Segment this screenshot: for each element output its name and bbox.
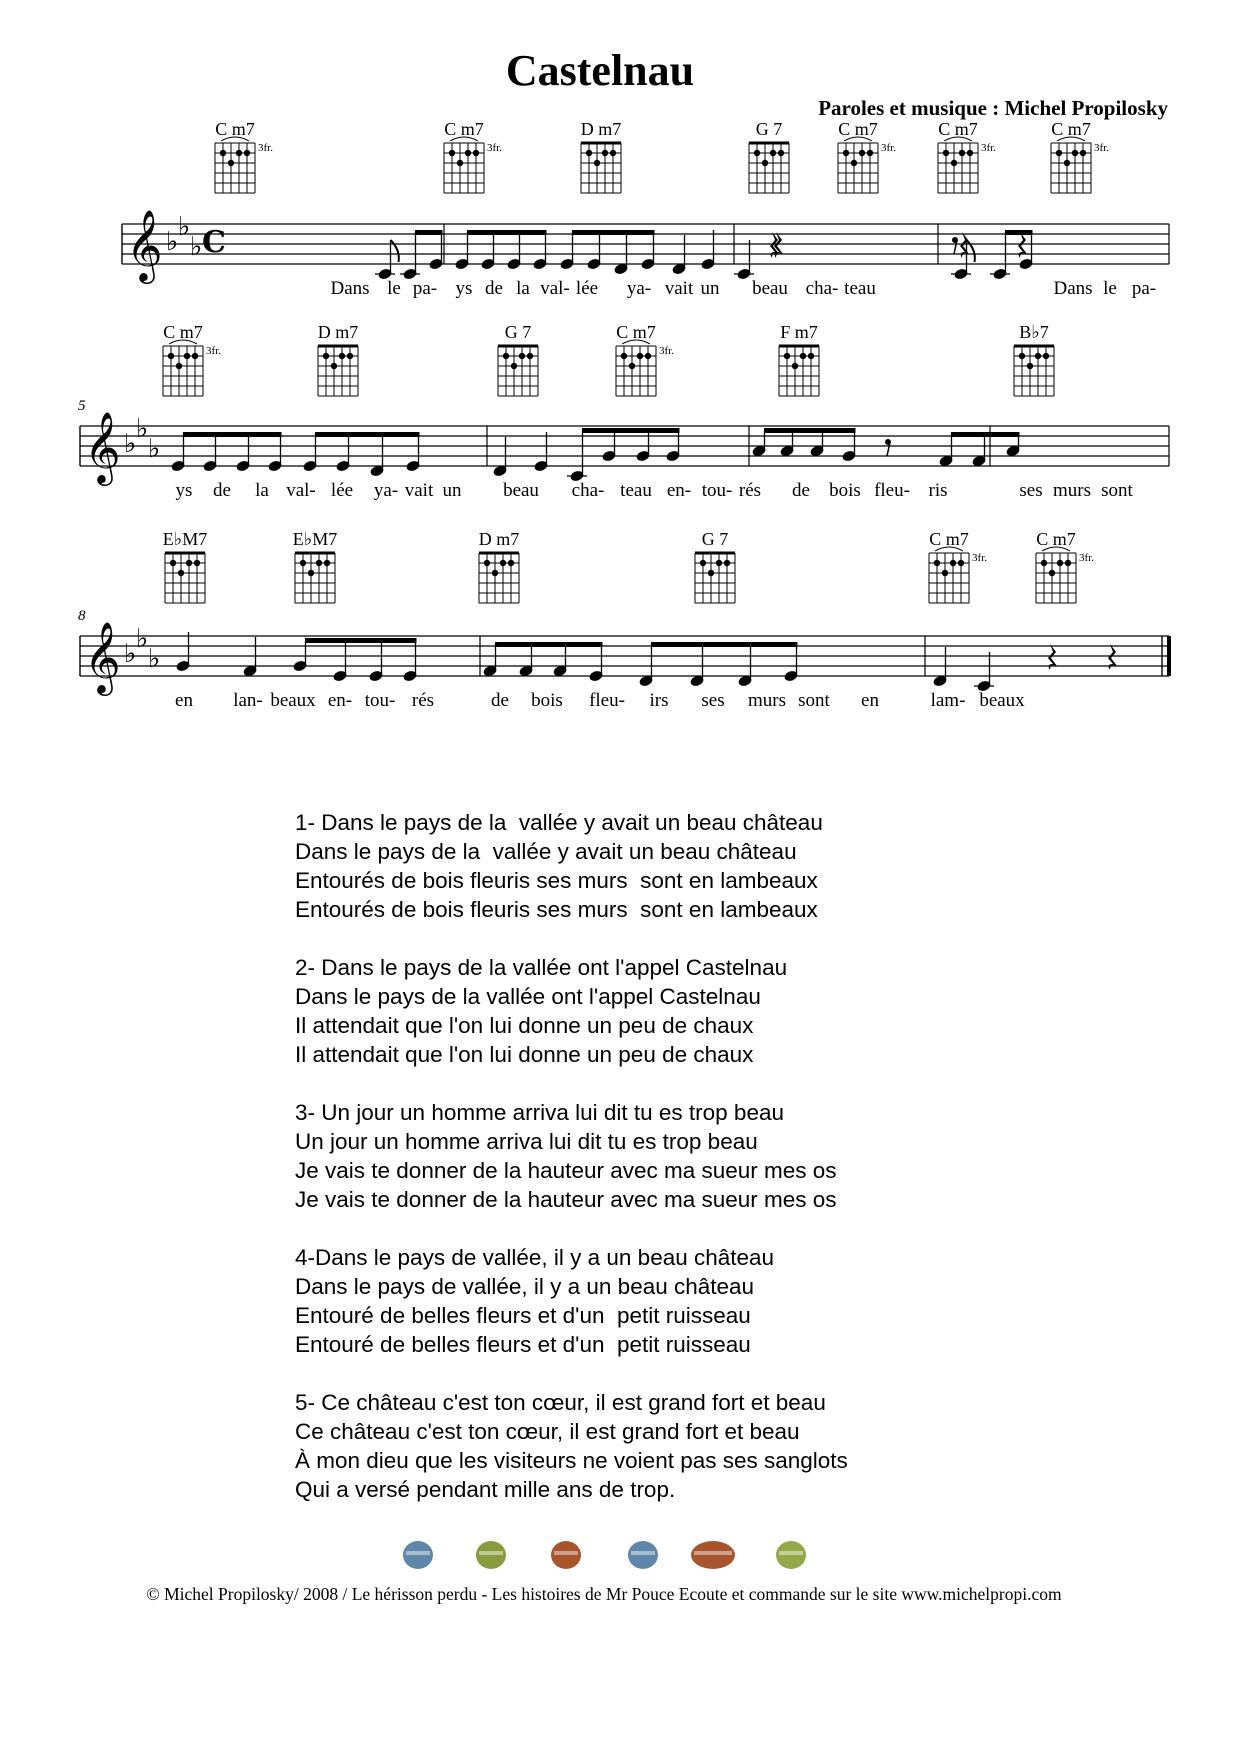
chord-dot <box>324 560 330 566</box>
flat-sign: ♭ <box>136 624 149 654</box>
chord-diagram <box>215 137 273 193</box>
chord-label: C m7 <box>838 119 878 139</box>
chord-dot <box>950 560 956 566</box>
chord-dot <box>792 363 798 369</box>
chord-dot <box>308 570 314 576</box>
verse-line: 4-Dans le pays de vallée, il y a un beau château <box>295 1245 775 1270</box>
measure-number: 5 <box>78 398 86 414</box>
flat-sign: ♭ <box>124 639 137 669</box>
lyrics-verses <box>295 808 848 1533</box>
chord-dot <box>708 570 714 576</box>
flat-sign: ♭ <box>148 644 161 674</box>
note-beam <box>315 432 420 437</box>
chord-diagram <box>779 346 819 396</box>
note-beam <box>495 642 603 647</box>
note-beam <box>305 638 417 643</box>
fret-label: 3fr. <box>881 142 896 154</box>
chord-dot <box>934 560 940 566</box>
score-lyric-syllable: la <box>255 480 269 501</box>
decorative-dots <box>395 1530 815 1580</box>
score-lyric-syllable: de <box>792 480 810 501</box>
score-lyric-syllable: lan- <box>233 690 263 711</box>
chord-dot <box>194 560 200 566</box>
chord-dot <box>184 353 190 359</box>
fret-label: 3fr. <box>981 142 996 154</box>
chord-label: D m7 <box>317 322 359 342</box>
chord-dot <box>170 560 176 566</box>
score-lyric-syllable: un <box>442 480 462 501</box>
verse-5 <box>295 1388 848 1504</box>
chord-diagram <box>929 547 987 603</box>
chord-dot <box>958 560 964 566</box>
chord-diagram <box>295 553 335 603</box>
verse-line: 2- Dans le pays de la vallée ont l'appel Castelnau <box>295 955 788 980</box>
decor-dot <box>403 1541 433 1569</box>
chord-dot <box>457 160 463 166</box>
chord-label: C m7 <box>444 119 484 139</box>
chord-diagram <box>165 553 205 603</box>
score-lyric-syllable: en- <box>327 690 353 711</box>
score-lyric-syllable: val- <box>540 278 570 299</box>
score-lyric-syllable: rés <box>738 480 762 501</box>
staff-system-3 <box>78 529 1169 711</box>
score-lyric-syllable: pa- <box>412 278 438 299</box>
chord-dot <box>1057 560 1063 566</box>
score-lyric-syllable: de <box>485 278 503 299</box>
chord-diagram <box>1036 547 1094 603</box>
score-lyric-syllable: cha- <box>571 480 605 501</box>
chord-dot <box>1035 353 1041 359</box>
score-lyric-syllable: fleu- <box>589 690 625 711</box>
chord-dot <box>800 353 806 359</box>
chord-label: C m7 <box>1051 119 1091 139</box>
chord-label: C m7 <box>215 119 255 139</box>
chord-dot <box>621 353 627 359</box>
score-lyric-syllable: vait <box>664 278 694 299</box>
chord-label: B♭7 <box>1019 322 1049 342</box>
note-beam <box>1005 230 1033 235</box>
chord-dot <box>508 560 514 566</box>
chord-label: E♭M7 <box>162 529 208 549</box>
verse-2 <box>295 953 848 1069</box>
verse-line: 5- Ce château c'est ton cœur, il est grand fort et beau <box>295 1390 826 1415</box>
score-lyric-syllable: cha- <box>805 278 839 299</box>
decor-dot <box>551 1541 581 1569</box>
chord-dot <box>610 150 616 156</box>
score-lyric-syllable: de <box>213 480 231 501</box>
chord-label: F m7 <box>780 322 818 342</box>
score-lyric-syllable: la <box>516 278 530 299</box>
chord-dot <box>724 560 730 566</box>
chord-dot <box>778 150 784 156</box>
treble-clef-icon: 𝄞 <box>126 208 163 281</box>
score-lyric-syllable: sont <box>1101 480 1133 501</box>
score-lyric-syllable: teau <box>844 278 876 299</box>
chord-dot <box>503 353 509 359</box>
chord-dot <box>492 570 498 576</box>
chord-dot <box>178 570 184 576</box>
chord-dot <box>236 150 242 156</box>
treble-clef-icon: 𝄞 <box>84 410 121 483</box>
score-lyric-syllable: en <box>175 690 193 711</box>
chord-dot <box>1041 560 1047 566</box>
treble-clef-icon: 𝄞 <box>84 620 121 693</box>
staff-system-1 <box>122 119 1169 299</box>
verse-line: 1- Dans le pays de la vallée y avait un beau château <box>295 810 823 835</box>
chord-dot <box>754 150 760 156</box>
note-flag <box>391 240 399 262</box>
score-lyric-syllable: tou- <box>701 480 733 501</box>
chord-diagram <box>616 340 674 396</box>
score-lyric-syllable: rés <box>411 690 435 711</box>
score-lyric-syllable: beau <box>503 480 539 501</box>
chord-label: G 7 <box>701 529 729 549</box>
verse-line: Entouré de belles fleurs et d'un petit ruisseau <box>295 1303 751 1328</box>
verse-line: Entourés de bois fleuris ses murs sont en lambeaux <box>295 897 818 922</box>
chord-dot <box>645 353 651 359</box>
verse-line: Dans le pays de la vallée ont l'appel Castelnau <box>295 984 761 1009</box>
chord-diagram <box>479 553 519 603</box>
verse-line: Dans le pays de vallée, il y a un beau château <box>295 1274 755 1299</box>
chord-dot <box>859 150 865 156</box>
verse-line: Je vais te donner de la hauteur avec ma sueur mes os <box>295 1187 837 1212</box>
chord-dot <box>168 353 174 359</box>
verse-1 <box>295 808 848 924</box>
chord-dot <box>1049 570 1055 576</box>
score-lyric-syllable: Dans <box>1053 278 1093 299</box>
chord-dot <box>465 150 471 156</box>
chord-dot <box>228 160 234 166</box>
score-lyric-syllable: de <box>491 690 509 711</box>
chord-dot <box>1065 560 1071 566</box>
verse-line: À mon dieu que les visiteurs ne voient pas ses sanglots <box>295 1448 848 1473</box>
chord-dot <box>484 560 490 566</box>
fret-label: 3fr. <box>972 552 987 564</box>
chord-label: D m7 <box>580 119 622 139</box>
chord-dot <box>1043 353 1049 359</box>
score-lyric-syllable: le <box>387 278 401 299</box>
flat-sign: ♭ <box>148 434 161 464</box>
chord-dot <box>519 353 525 359</box>
score-lyric-syllable: ris <box>928 480 948 501</box>
verse-line: Un jour un homme arriva lui dit tu es trop beau <box>295 1129 758 1154</box>
chord-dot <box>1019 353 1025 359</box>
chord-dot <box>943 150 949 156</box>
note-beam <box>651 642 798 647</box>
chord-dot <box>851 160 857 166</box>
score-lyric-syllable: le <box>1103 278 1117 299</box>
flat-sign: ♭ <box>136 414 149 444</box>
chord-dot <box>220 150 226 156</box>
score-lyric-syllable: tou- <box>364 690 396 711</box>
verse-line: Il attendait que l'on lui donne un peu de chaux <box>295 1013 754 1038</box>
chord-dot <box>951 160 957 166</box>
chord-label: G 7 <box>755 119 783 139</box>
common-time-signature: C <box>202 225 226 260</box>
fret-label: 3fr. <box>659 345 674 357</box>
chord-dot <box>594 160 600 166</box>
chord-label: C m7 <box>1036 529 1076 549</box>
score-lyric-syllable: murs <box>1053 480 1091 501</box>
chord-label: G 7 <box>504 322 532 342</box>
chord-dot <box>716 560 722 566</box>
score-lyric-syllable: sont <box>798 690 830 711</box>
decor-dot <box>628 1541 658 1569</box>
chord-dot <box>629 363 635 369</box>
fret-label: 3fr. <box>206 345 221 357</box>
note-beam <box>582 428 680 433</box>
chord-dot <box>1080 150 1086 156</box>
score-lyric-syllable: en- <box>666 480 692 501</box>
chord-dot <box>192 353 198 359</box>
chord-diagram <box>163 340 221 396</box>
composer-credit: Paroles et musique : Michel Propilosky <box>818 96 1168 120</box>
chord-dot <box>967 150 973 156</box>
chord-label: E♭M7 <box>292 529 338 549</box>
score-lyric-syllable: vait <box>404 480 434 501</box>
decor-dot <box>776 1541 806 1569</box>
verse-3 <box>295 1098 848 1214</box>
verse-line: Qui a versé pendant mille ans de trop. <box>295 1477 676 1502</box>
chord-dot <box>602 150 608 156</box>
chord-dot <box>784 353 790 359</box>
score-lyric-syllable: ya- <box>626 278 652 299</box>
chord-diagram <box>318 346 358 396</box>
score-lyric-syllable: bois <box>829 480 861 501</box>
chord-dot <box>700 560 706 566</box>
chord-diagram <box>581 143 621 193</box>
score-lyric-syllable: murs <box>748 690 786 711</box>
score-lyric-syllable: fleu- <box>874 480 910 501</box>
chord-diagram <box>749 143 789 193</box>
note-beam <box>183 432 282 437</box>
score-lyric-syllable: lam- <box>930 690 966 711</box>
chord-diagram <box>498 346 538 396</box>
flat-sign: ♭ <box>166 227 179 257</box>
score-lyric-syllable: ys <box>175 480 193 501</box>
chord-dot <box>323 353 329 359</box>
chord-label: C m7 <box>938 119 978 139</box>
chord-dot <box>942 570 948 576</box>
chord-dot <box>244 150 250 156</box>
chord-dot <box>500 560 506 566</box>
score-lyric-syllable: bois <box>531 690 563 711</box>
decor-dot <box>691 1541 735 1569</box>
chord-diagram <box>444 137 502 193</box>
chord-dot <box>1056 150 1062 156</box>
note-beam <box>764 428 856 433</box>
score-lyric-syllable: val- <box>286 480 316 501</box>
chord-dot <box>1072 150 1078 156</box>
chord-diagram <box>938 137 996 193</box>
score-lyric-syllable: lée <box>330 480 354 501</box>
score-lyric-syllable: en <box>861 690 879 711</box>
chord-dot <box>843 150 849 156</box>
fret-label: 3fr. <box>258 142 273 154</box>
chord-label: C m7 <box>929 529 969 549</box>
score-lyric-syllable: un <box>700 278 720 299</box>
chord-dot <box>186 560 192 566</box>
measure-number: 8 <box>78 608 86 624</box>
chord-dot <box>959 150 965 156</box>
verse-line: Ce château c'est ton cœur, il est grand fort et beau <box>295 1419 800 1444</box>
chord-dot <box>449 150 455 156</box>
chord-diagram <box>1051 137 1109 193</box>
chord-dot <box>1027 363 1033 369</box>
chord-dot <box>339 353 345 359</box>
score-lyric-syllable: Dans <box>330 278 370 299</box>
score-lyric-syllable: ses <box>701 690 725 711</box>
chord-dot <box>1064 160 1070 166</box>
chord-dot <box>300 560 306 566</box>
chord-dot <box>347 353 353 359</box>
verse-line: Entouré de belles fleurs et d'un petit ruisseau <box>295 1332 751 1357</box>
fret-label: 3fr. <box>487 142 502 154</box>
chord-dot <box>867 150 873 156</box>
chord-dot <box>586 150 592 156</box>
score-lyric-syllable: lée <box>575 278 599 299</box>
chord-dot <box>176 363 182 369</box>
score-lyric-syllable: ya- <box>373 480 399 501</box>
verse-line: Dans le pays de la vallée y avait un beau château <box>295 839 797 864</box>
verse-4 <box>295 1243 848 1359</box>
fret-label: 3fr. <box>1079 552 1094 564</box>
fret-label: 3fr. <box>1094 142 1109 154</box>
flat-sign: ♭ <box>190 232 203 262</box>
staff-system-2 <box>78 322 1169 501</box>
verse-line: Je vais te donner de la hauteur avec ma sueur mes os <box>295 1158 837 1183</box>
copyright-footer: © Michel Propilosky/ 2008 / Le hérisson perdu - Les histoires de Mr Pouce Ecoute et commande sur le site www.michelpropi.com <box>146 1584 1062 1604</box>
chord-label: C m7 <box>616 322 656 342</box>
flat-sign: ♭ <box>178 212 191 242</box>
chord-diagram <box>695 553 735 603</box>
score-lyric-syllable: ys <box>455 278 473 299</box>
decor-dot <box>476 1541 506 1569</box>
chord-diagram <box>1014 346 1054 396</box>
note-beam <box>572 230 655 235</box>
chord-dot <box>473 150 479 156</box>
verse-line: 3- Un jour un homme arriva lui dit tu es trop beau <box>295 1100 784 1125</box>
score-lyric-syllable: pa- <box>1131 278 1157 299</box>
chord-label: D m7 <box>478 529 520 549</box>
note-beam <box>467 230 547 235</box>
verse-line: Il attendait que l'on lui donne un peu de chaux <box>295 1042 754 1067</box>
chord-dot <box>808 353 814 359</box>
flat-sign: ♭ <box>124 429 137 459</box>
chord-dot <box>316 560 322 566</box>
chord-dot <box>762 160 768 166</box>
chord-dot <box>637 353 643 359</box>
score-lyric-syllable: beaux <box>270 690 316 711</box>
chord-dot <box>511 363 517 369</box>
chord-label: C m7 <box>163 322 203 342</box>
chord-dot <box>331 363 337 369</box>
score-lyric-syllable: teau <box>620 480 652 501</box>
score-lyric-syllable: irs <box>649 690 669 711</box>
note-beam <box>951 432 1020 437</box>
score-lyric-syllable: beaux <box>979 690 1025 711</box>
verse-line: Entourés de bois fleuris ses murs sont en lambeaux <box>295 868 818 893</box>
chord-diagram <box>838 137 896 193</box>
note-flag <box>967 240 975 262</box>
music-score <box>0 0 1240 760</box>
song-title: Castelnau <box>505 46 695 95</box>
chord-dot <box>527 353 533 359</box>
score-lyric-syllable: ses <box>1019 480 1043 501</box>
score-lyric-syllable: beau <box>752 278 788 299</box>
note-beam <box>415 230 443 235</box>
chord-dot <box>770 150 776 156</box>
